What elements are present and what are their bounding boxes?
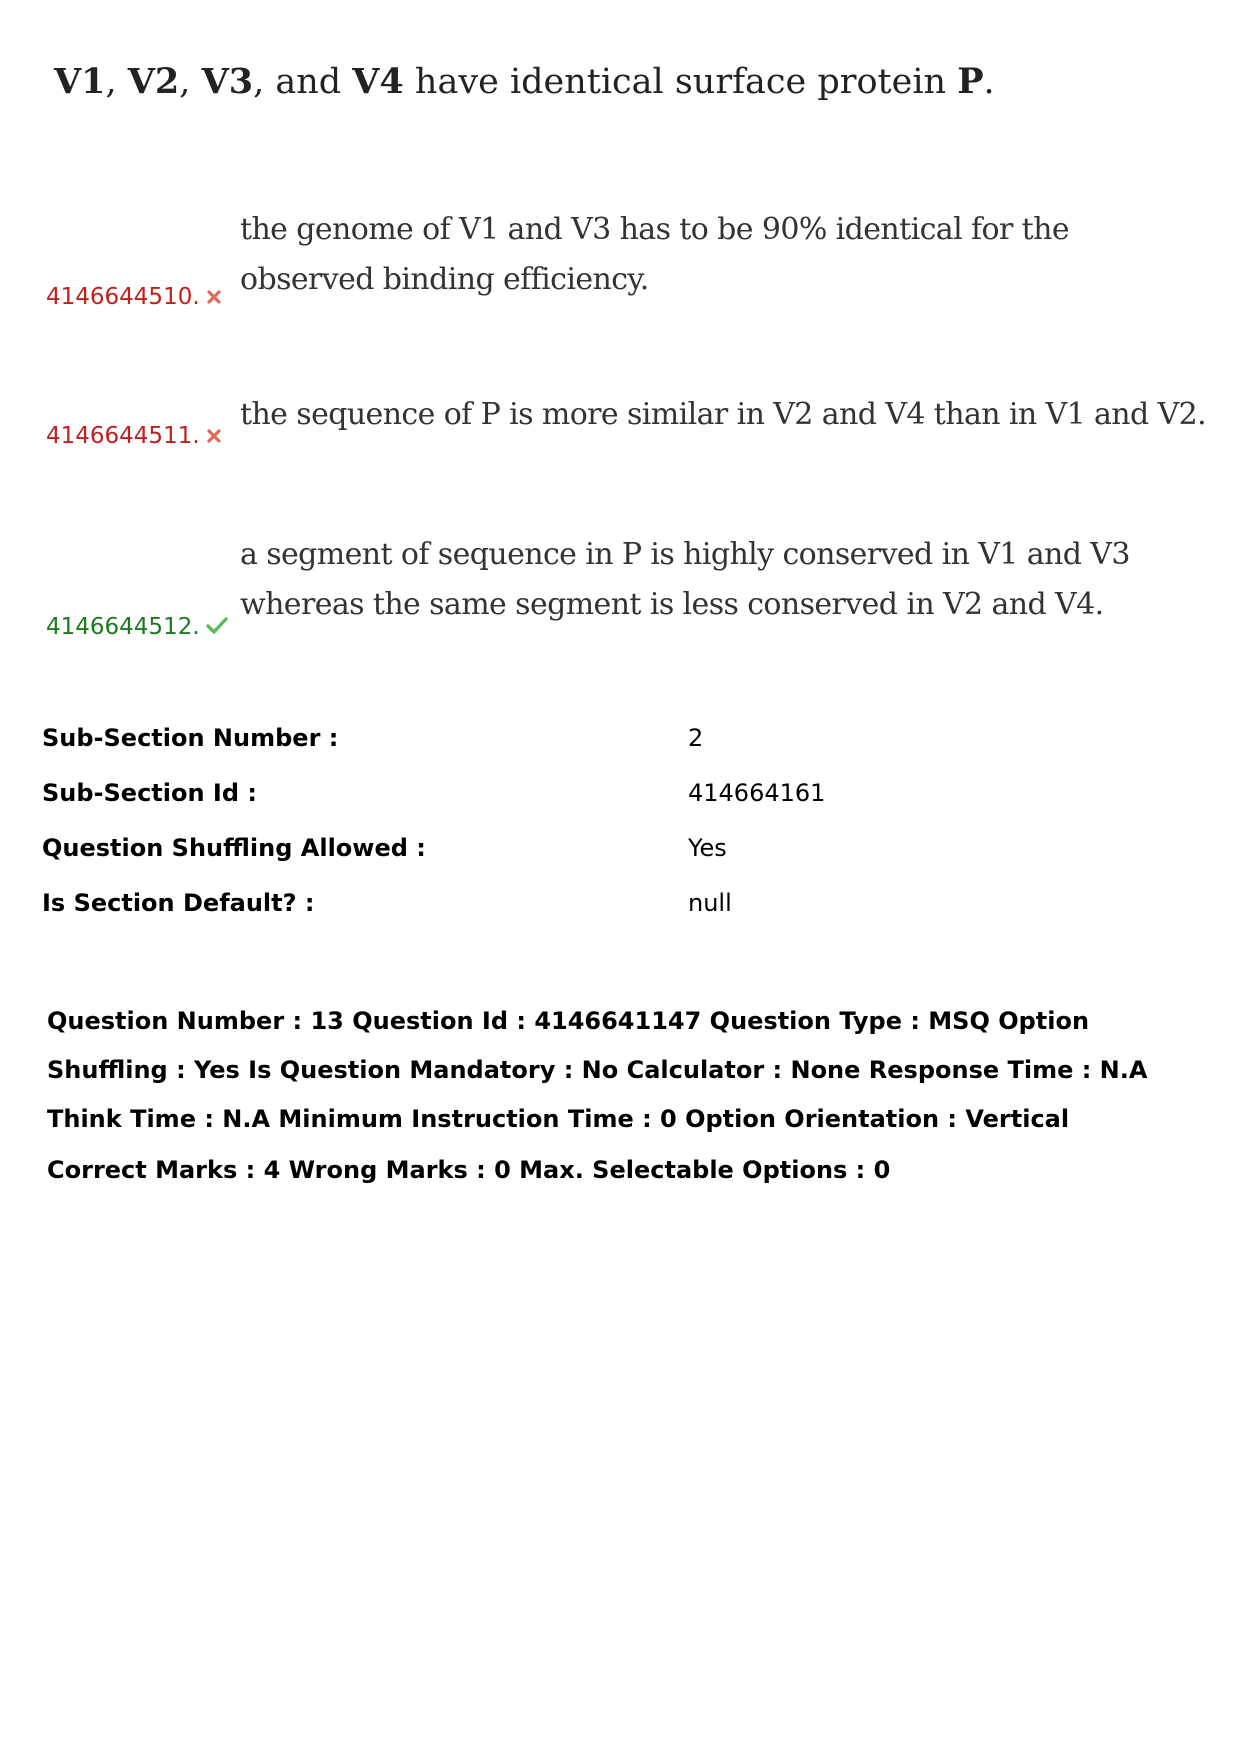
statement-sep-1: , — [105, 62, 128, 102]
info-row — [42, 778, 1142, 808]
check-icon — [206, 614, 228, 642]
info-label: Sub-Section Id : — [42, 779, 257, 807]
statement-v1: V1 — [54, 61, 106, 102]
info-row — [42, 833, 1142, 863]
option-item — [46, 205, 1156, 315]
option-id-label: 4146644512. — [46, 614, 200, 640]
statement-v4: V4 — [352, 61, 404, 102]
option-item — [46, 530, 1156, 650]
statement-end: . — [983, 62, 995, 102]
info-value: null — [688, 889, 732, 917]
statement-sep-4: have identical surface protein — [403, 62, 958, 102]
question-marks: Correct Marks : 4 Wrong Marks : 0 Max. Selectable Options : 0 — [47, 1156, 891, 1184]
info-row — [42, 888, 1142, 918]
option-text: a segment of sequence in P is highly conserved in V1 and V3 whereas the same segment is less conserved in V2 and V4. — [240, 537, 1130, 622]
option-id — [46, 422, 222, 451]
option-id — [46, 283, 222, 312]
info-label: Sub-Section Number : — [42, 724, 339, 752]
statement-sep-2: , — [179, 62, 202, 102]
statement-v3: V3 — [201, 61, 254, 102]
option-text: the genome of V1 and V3 has to be 90% identical for the observed binding efficiency. — [240, 212, 1069, 297]
info-row — [42, 723, 1142, 753]
option-id — [46, 613, 228, 642]
info-label: Question Shuffling Allowed : — [42, 834, 426, 862]
cross-icon — [206, 423, 222, 451]
option-item — [46, 390, 1207, 460]
statement-p: P — [957, 61, 984, 102]
cross-icon — [206, 284, 222, 312]
option-id-label: 4146644511. — [46, 423, 200, 449]
question-statement — [54, 60, 1154, 104]
statement-sep-3: , and — [253, 62, 353, 102]
question-meta: Question Number : 13 Question Id : 4146641147 Question Type : MSQ Option Shuffling : Yes Is Question Mandatory : No Calculator : None Response Time : N.A Think Time : N.A Minimum Instruction Time : 0 Option Orientation : Vertical — [47, 1007, 1148, 1133]
info-value: Yes — [688, 834, 727, 862]
option-id-label: 4146644510. — [46, 284, 200, 310]
info-label: Is Section Default? : — [42, 889, 315, 917]
statement-v2: V2 — [127, 61, 180, 102]
info-value: 2 — [688, 724, 704, 752]
option-text: the sequence of P is more similar in V2 and V4 than in V1 and V2. — [240, 397, 1207, 432]
info-value: 414664161 — [688, 779, 826, 807]
